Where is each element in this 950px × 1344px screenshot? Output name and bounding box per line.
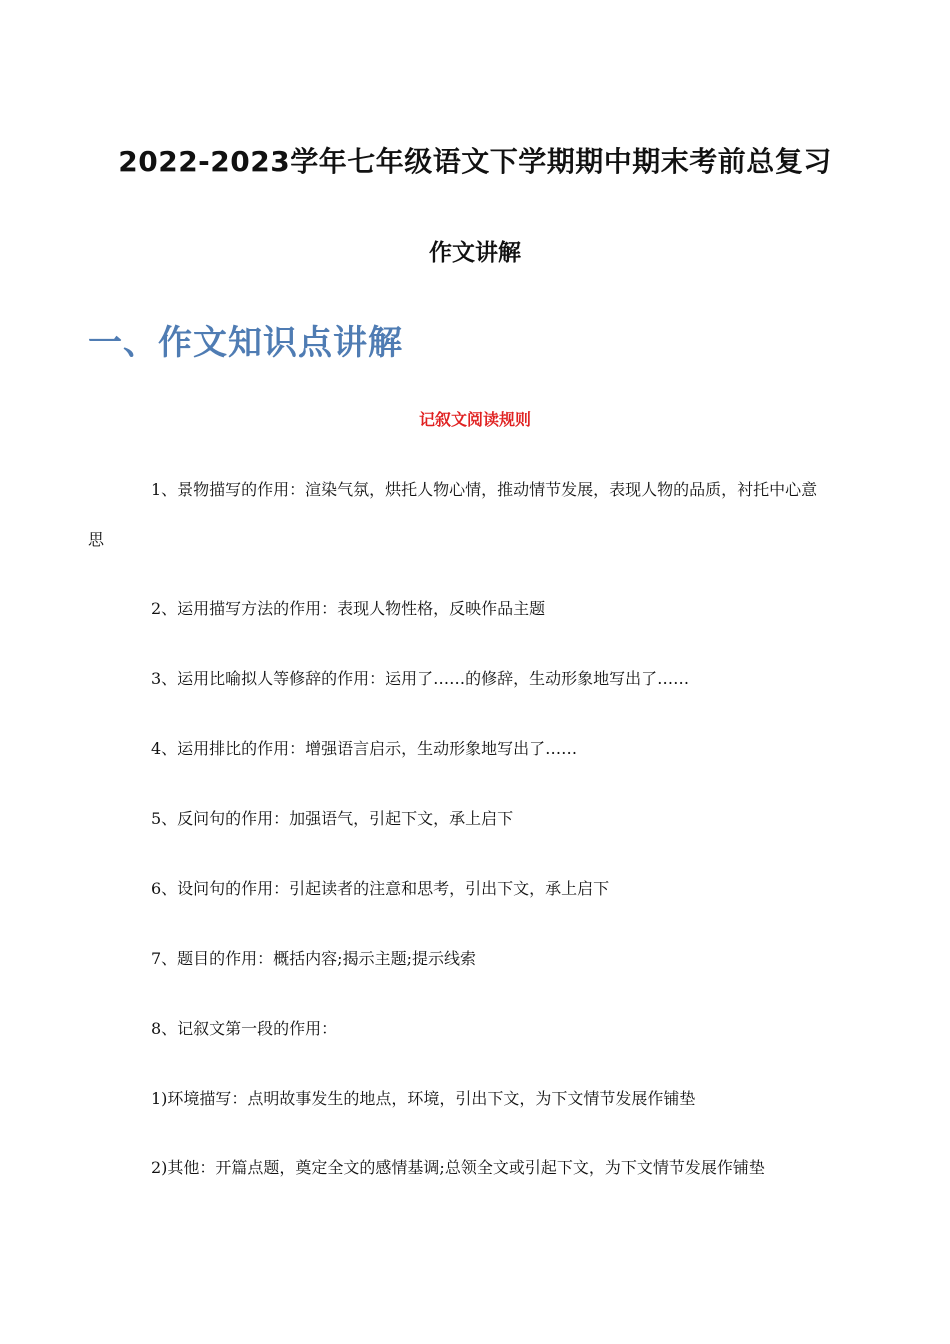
list-item: 1)环境描写：点明故事发生的地点，环境，引出下文，为下文情节发展作铺垫 [151,1089,696,1108]
list-item: 5、反问句的作用：加强语气，引起下文，承上启下 [151,809,514,828]
list-item: 3、运用比喻拟人等修辞的作用：运用了……的修辞，生动形象地写出了…… [151,669,690,688]
document-subtitle: 作文讲解 [429,240,521,266]
list-item: 1、景物描写的作用：渲染气氛，烘托人物心情，推动情节发展，表现人物的品质，衬托中心意 [151,480,818,499]
list-item: 8、记叙文第一段的作用： [151,1019,338,1038]
list-item: 7、题目的作用：概括内容;揭示主题;提示线索 [151,949,476,968]
list-item: 2、运用描写方法的作用：表现人物性格，反映作品主题 [151,599,546,618]
list-item: 6、设问句的作用：引起读者的注意和思考，引出下文，承上启下 [151,879,610,898]
document-title: 2022-2023学年七年级语文下学期期中期末考前总复习 [118,145,832,178]
list-item-continuation: 思 [88,530,105,549]
list-item: 4、运用排比的作用：增强语言启示，生动形象地写出了…… [151,739,578,758]
rule-title: 记叙文阅读规则 [418,410,531,429]
section-heading: 一、作文知识点讲解 [88,323,403,363]
list-item: 2)其他：开篇点题，奠定全文的感情基调;总领全文或引起下文，为下文情节发展作铺垫 [151,1158,765,1177]
